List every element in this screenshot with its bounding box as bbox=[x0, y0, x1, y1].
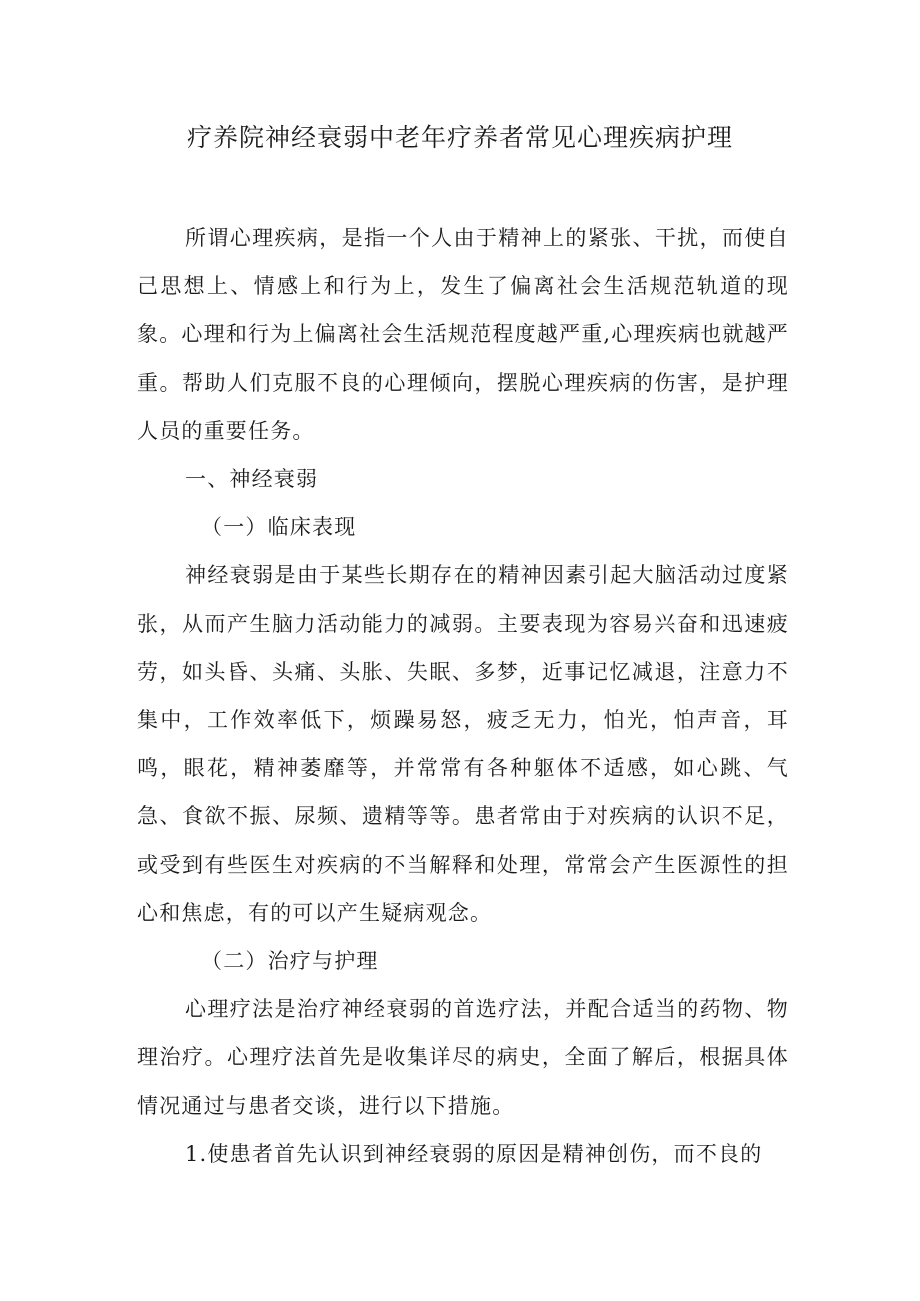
document-body bbox=[137, 214, 789, 1178]
treatment-paragraph: 心理疗法是治疗神经衰弱的首选疗法，并配合适当的药物、物理治疗。心理疗法首先是收集详尽的病史，全面了解后，根据具体情况通过与患者交谈，进行以下措施。 bbox=[137, 997, 789, 1118]
list-item-1: 1.使患者首先认识到神经衰弱的原因是精神创伤，而不良的 bbox=[185, 1141, 763, 1166]
intro-paragraph: 所谓心理疾病，是指一个人由于精神上的紧张、干扰，而使自己思想上、情感上和行为上，发生了偏离社会生活规范轨道的现象。心理和行为上偏离社会生活规范程度越严重,心理疾病也就越严重。帮助人们克服不良的心理倾向，摆脱心理疾病的伤害，是护理人员的重要任务。 bbox=[137, 226, 789, 443]
clinical-paragraph: 神经衰弱是由于某些长期存在的精神因素引起大脑活动过度紧张，从而产生脑力活动能力的减弱。主要表现为容易兴奋和迅速疲劳，如头昏、头痛、头胀、失眠、多梦，近事记忆减退，注意力不集中，工作效率低下，烦躁易怒，疲乏无力，怕光，怕声音，耳鸣，眼花，精神萎靡等，并常常有各种躯体不适感，如心跳、气急、食欲不振、尿频、遗精等等。患者常由于对疾病的认识不足，或受到有些医生对疾病的不当解释和处理，常常会产生医源性的担心和焦虑，有的可以产生疑病观念。 bbox=[137, 563, 789, 925]
section-heading-neurasthenia: 一、神经衰弱 bbox=[185, 467, 319, 492]
subsection-heading-treatment: （二）治疗与护理 bbox=[201, 949, 379, 974]
subsection-heading-clinical: （一）临床表现 bbox=[201, 515, 357, 540]
document-title: 疗养院神经衰弱中老年疗养者常见心理疾病护理 bbox=[186, 123, 733, 152]
